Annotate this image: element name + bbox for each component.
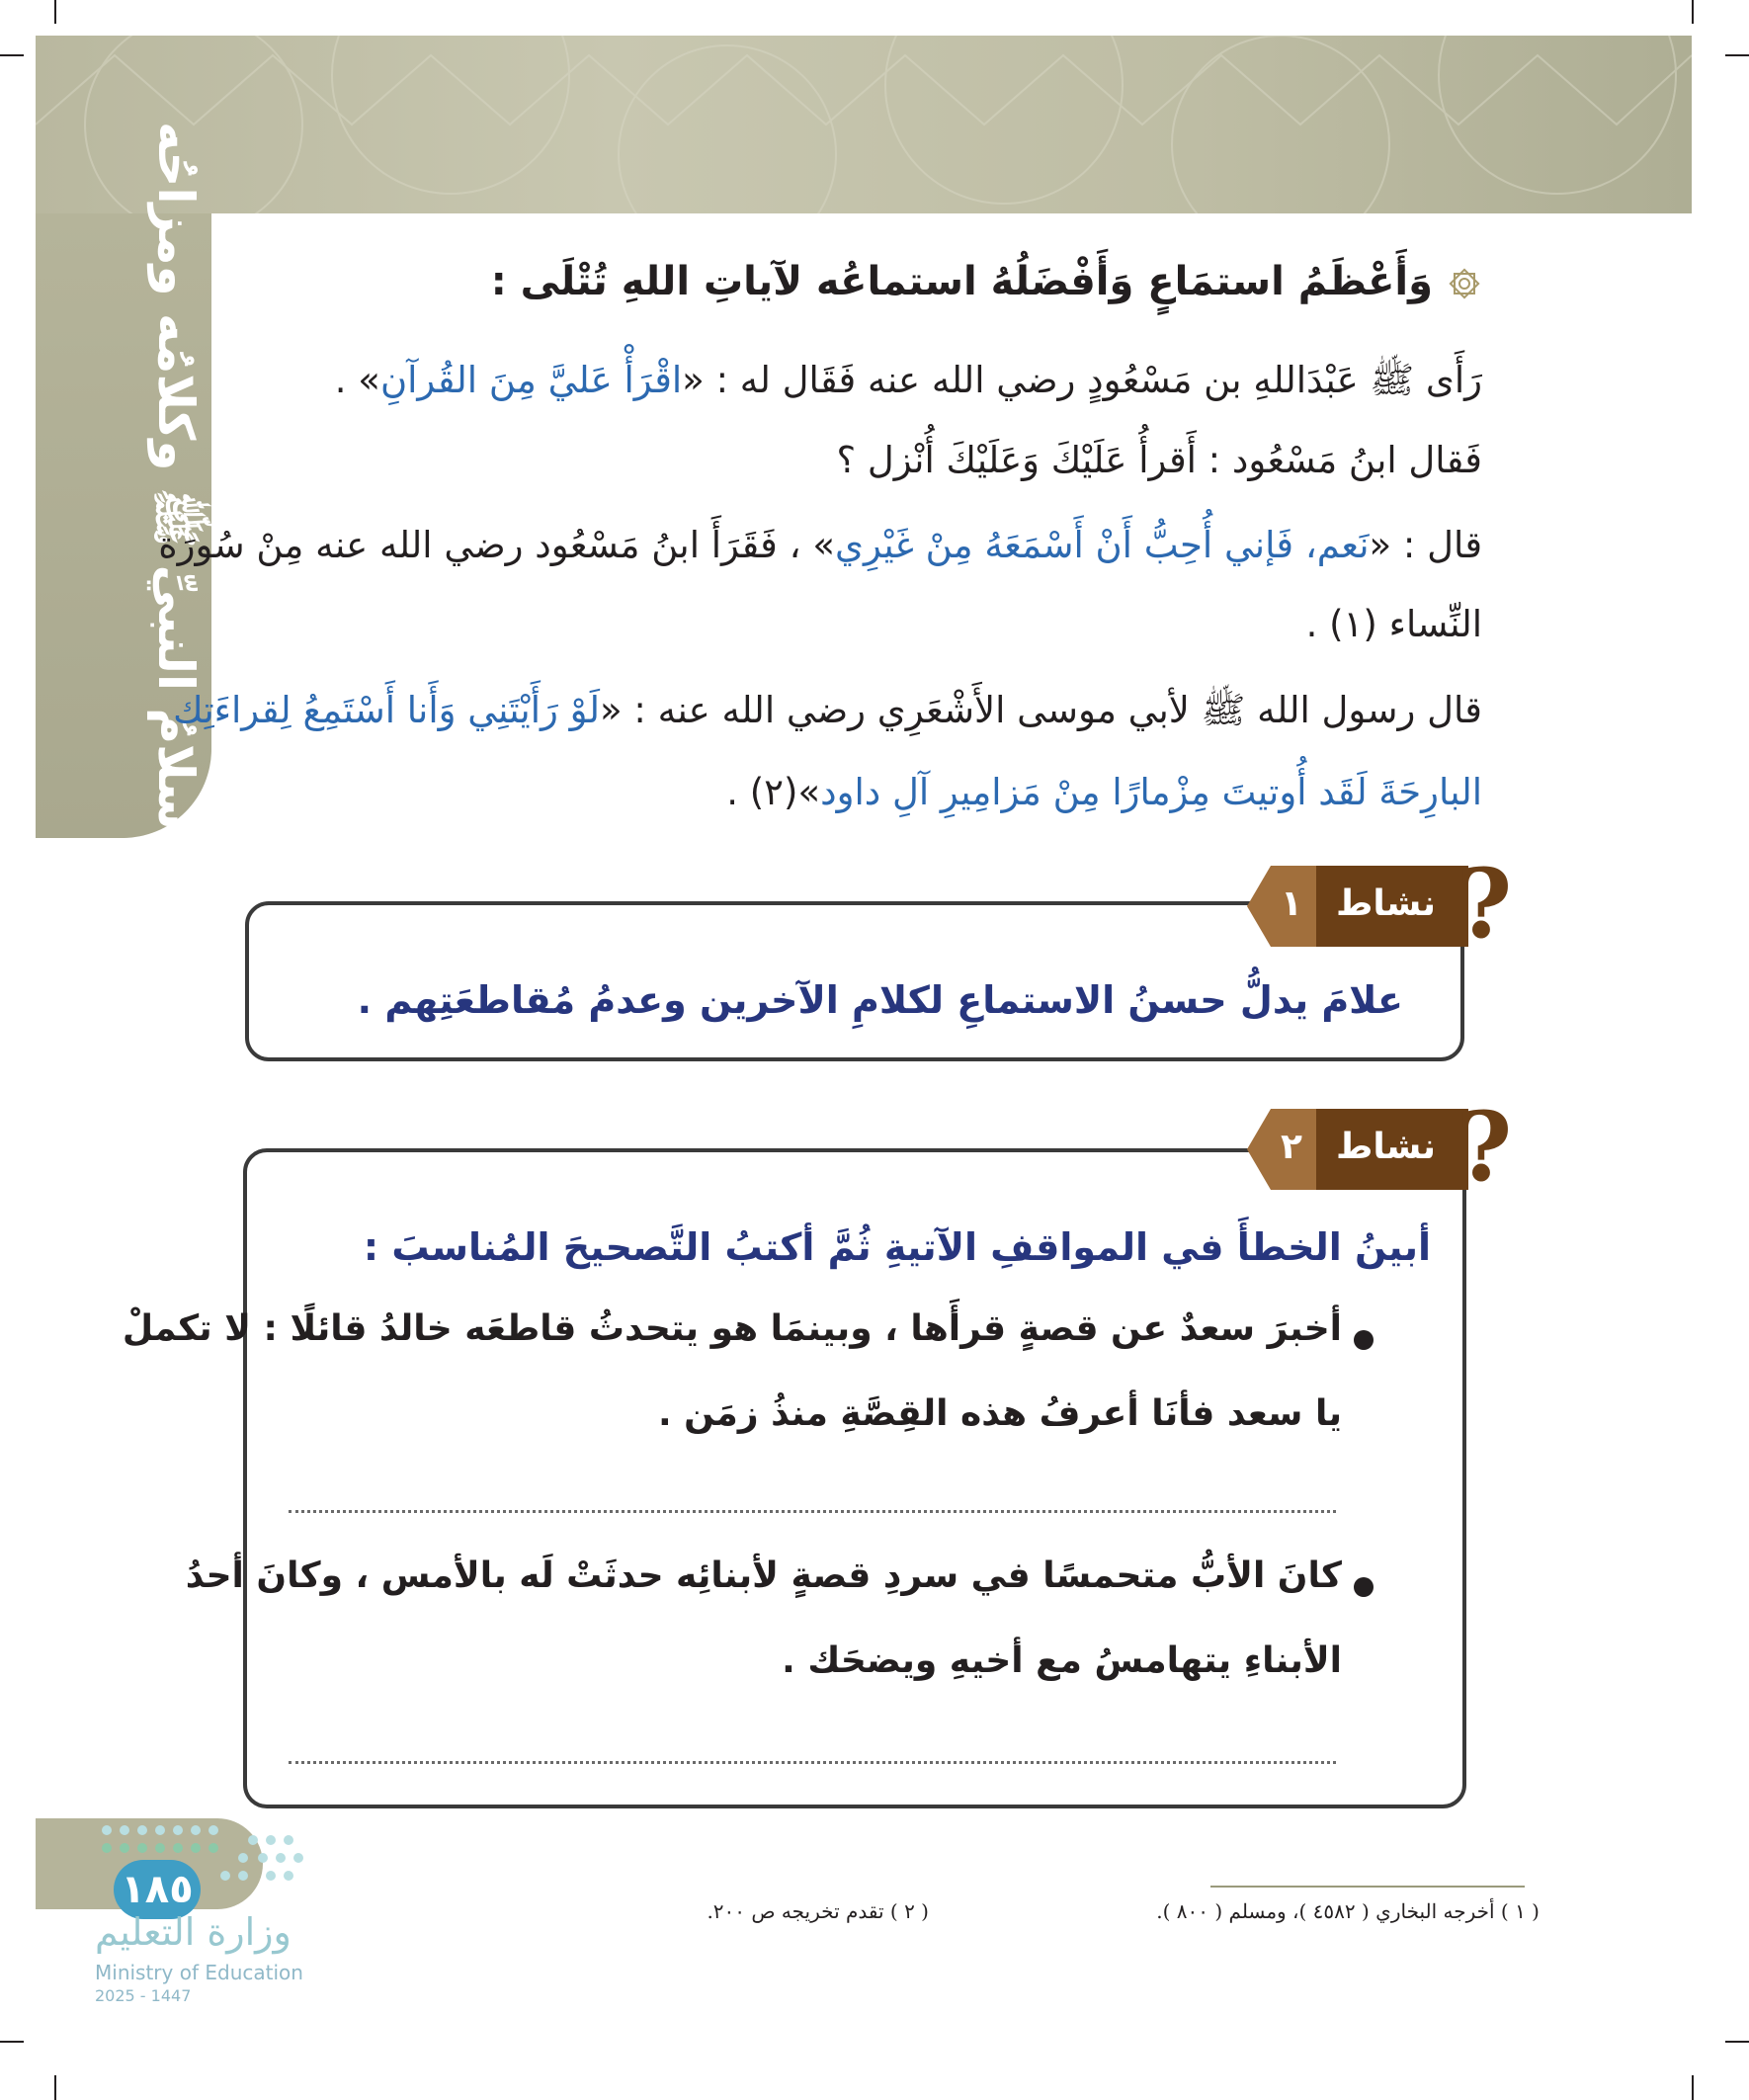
paragraph-line (335, 358, 1482, 411)
header-pattern (36, 36, 1692, 213)
narration-text: فَقال ابنُ مَسْعُود : أَقرأُ عَلَيْكَ وَعَلَيْكَ أُنْزل ؟ (836, 439, 1482, 481)
narration-text: رَأَى ﷺ عَبْدَاللهِ بن مَسْعُودٍ رضي الله عنه فَقَال له : « (682, 359, 1482, 401)
narration-text: »(٢) . (726, 771, 821, 813)
footnote-1: ( ١ ) أخرجه البخاري ( ٤٥٨٢ )، ومسلم ( ٨٠٠ ). (1156, 1899, 1540, 1923)
hadith-quote: نَعم، فَإني أُحِبُّ أَنْ أَسْمَعَهُ مِنْ غَيْرِي (834, 524, 1370, 566)
section-heading (491, 259, 1482, 304)
crop-mark (1692, 2075, 1694, 2100)
narration-text: » ، فَقَرَأَ ابنُ مَسْعُود رضي الله عنه مِنْ سُورَة (158, 524, 835, 566)
activity-2-badge (1247, 1109, 1468, 1190)
heading-text: وَأَعْظَمُ استمَاعٍ وَأَفْضَلُهُ استماعُه لآياتِ اللهِ تُتْلَى : (490, 259, 1433, 304)
scenario-2-line-1: كانَ الأبُّ متحمسًا في سردِ قصةٍ لأبنائِه حدثَتْ لَه بالأمس ، وكانَ أحدُ (185, 1555, 1342, 1596)
narration-text: النِّساء (١) . (1305, 603, 1482, 645)
answer-line-2[interactable] (289, 1761, 1336, 1764)
narration-text: قال رسول الله ﷺ لأبي موسى الأَشْعَرِي رضي الله عنه : « (600, 689, 1482, 731)
activity-2-instruction: أبينُ الخطأَ في المواقفِ الآتيةِ ثُمَّ أكتبُ التَّصحيحَ المُناسبَ : (363, 1225, 1431, 1269)
ministry-name-english: Ministry of Education (95, 1961, 303, 1984)
narration-text: » . (334, 359, 380, 401)
activity-2-label: نشاط (1336, 1127, 1437, 1167)
ministry-name-arabic: وزارة التعليم (95, 1910, 292, 1954)
hadith-quote: لَوْ رَأَيْتَنِي وَأَنا أَسْتَمِعُ لِقراءَتِك (173, 689, 600, 731)
paragraph-line (158, 524, 1482, 566)
header-band (36, 36, 1692, 213)
question-mark-icon: ? (1457, 1091, 1513, 1203)
bullet-dot (1354, 1577, 1374, 1597)
activity-1-label: نشاط (1336, 883, 1437, 924)
edition-year: 2025 - 1447 (95, 1986, 192, 2005)
scenario-1-line-2: يا سعد فأنَا أعرفُ هذه القِصَّةِ منذُ زمَن . (657, 1393, 1342, 1434)
activity-2-number: ٢ (1281, 1127, 1302, 1167)
scenario-1-line-1: أخبرَ سعدٌ عن قصةٍ قرأَها ، وبينمَا هو يتحدثُ قاطعَه خالدُ قائلًا : لا تكملْ (122, 1308, 1342, 1349)
hadith-quote: البارِحَةَ لَقَد أُوتيتَ مِزْمارًا مِنْ مَزامِيرِ آلِ داود (820, 771, 1482, 813)
paragraph-line (1306, 603, 1482, 645)
scenario-2-line-2: الأبناءِ يتهامسُ مع أخيهِ ويضحَك . (782, 1640, 1342, 1681)
crop-mark (54, 2075, 56, 2100)
activity-1-number: ١ (1281, 883, 1302, 924)
crop-mark (54, 0, 56, 24)
paragraph-line (173, 688, 1482, 741)
crop-mark (1692, 0, 1694, 24)
paragraph-line (836, 439, 1482, 481)
page-number: ١٨٥ (114, 1860, 201, 1919)
answer-line-1[interactable] (289, 1510, 1336, 1513)
paragraph-line (726, 771, 1482, 813)
hadith-quote: اقْرَأْ عَليَّ مِنَ القُرآنِ (379, 359, 683, 401)
footnote-2: ( ٢ ) تقدم تخريجه ص ٢٠٠. (707, 1899, 929, 1923)
chapter-title: سلامُ النبيِّ ﷺ وكلامُه ومزاحُه (147, 121, 205, 830)
narration-text: قال : « (1369, 524, 1482, 566)
crop-mark (0, 54, 24, 56)
question-mark-icon: ? (1457, 848, 1513, 960)
crop-mark (0, 2041, 24, 2043)
activity-1-question: علامَ يدلُّ حسنُ الاستماعِ لكلامِ الآخرين وعدمُ مُقاطعَتِهم . (357, 978, 1403, 1022)
crop-mark (1725, 2041, 1749, 2043)
crop-mark (1725, 54, 1749, 56)
activity-1-badge (1247, 866, 1468, 947)
footnote-divider (1210, 1886, 1525, 1888)
bullet-dot (1354, 1330, 1374, 1350)
ornament-star-icon (1447, 266, 1482, 301)
